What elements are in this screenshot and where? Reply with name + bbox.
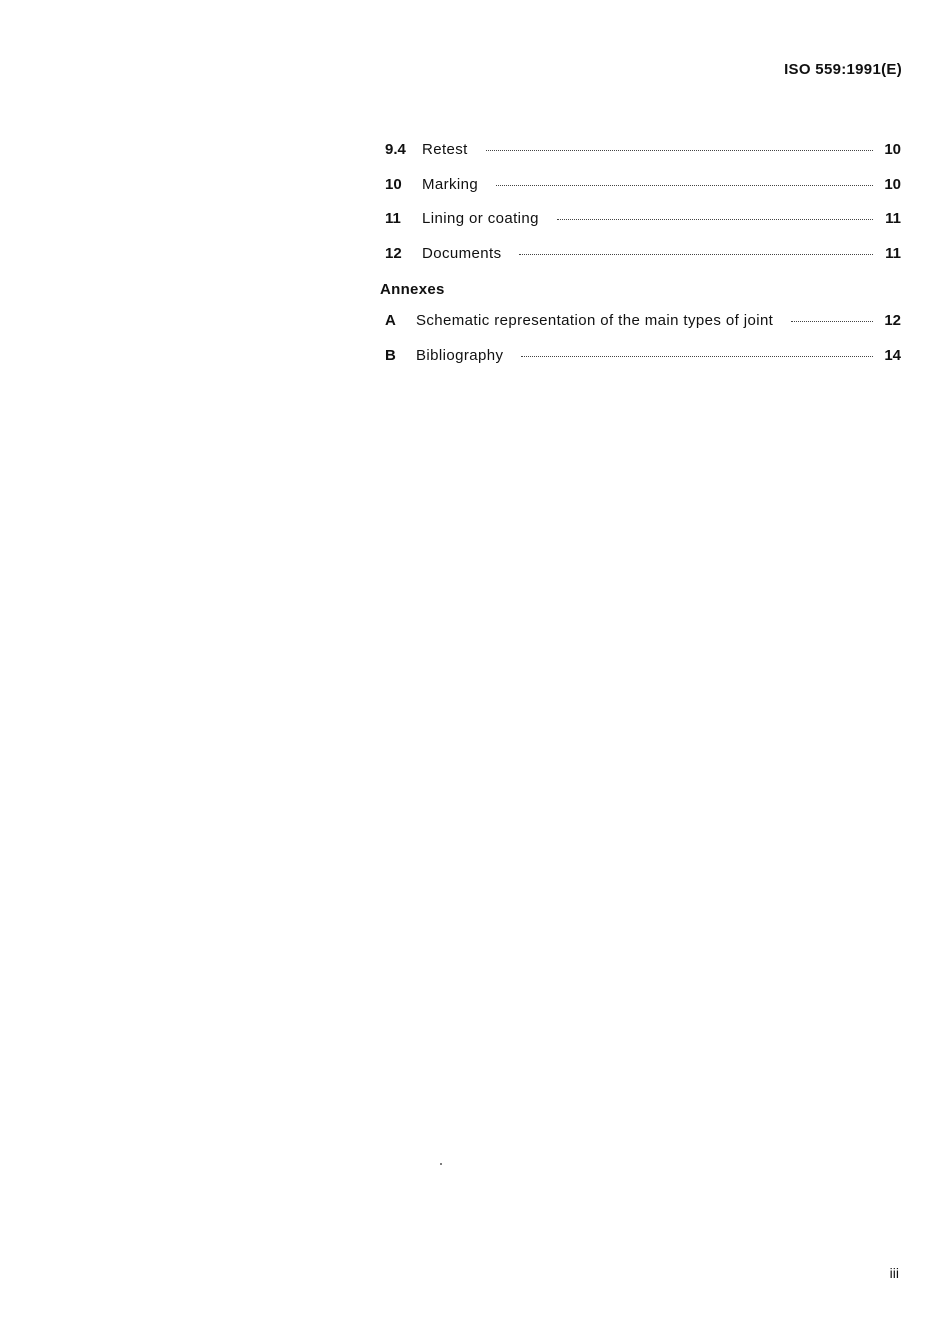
- toc-entry-11[interactable]: [380, 210, 901, 245]
- dot-leader: [791, 321, 873, 322]
- toc-entry-page: 10: [884, 141, 901, 158]
- dot-leader: [521, 356, 873, 357]
- toc-entry-9-4[interactable]: [380, 141, 901, 176]
- toc-entry-title: Lining or coating: [422, 210, 539, 227]
- annex-letter: A: [385, 312, 396, 329]
- toc-entry-annex-a[interactable]: [380, 312, 901, 347]
- scan-speck: [440, 1163, 442, 1165]
- annex-letter: B: [385, 346, 396, 364]
- annex-page: 12: [884, 312, 901, 329]
- toc-entry-page: 10: [884, 175, 901, 193]
- toc-entry-10[interactable]: [380, 176, 901, 211]
- annex-title: Bibliography: [416, 346, 504, 364]
- toc-entry-title: Marking: [422, 175, 479, 193]
- toc-entry-12[interactable]: [380, 245, 901, 280]
- toc-entry-annex-b[interactable]: [380, 347, 901, 382]
- table-of-contents: [380, 141, 901, 381]
- page-number-footer: iii: [889, 1265, 899, 1281]
- annex-page: 14: [884, 346, 901, 364]
- dot-leader: [519, 254, 873, 255]
- toc-entry-number: 11: [385, 210, 401, 227]
- toc-entry-number: 9.4: [385, 141, 406, 158]
- toc-entry-page: 11: [885, 210, 901, 227]
- toc-entry-page: 11: [885, 244, 901, 262]
- annexes-heading: Annexes: [380, 281, 445, 298]
- dot-leader: [486, 150, 873, 151]
- toc-entry-title: Retest: [422, 141, 468, 158]
- document-id-header: ISO 559:1991(E): [784, 61, 902, 78]
- dot-leader: [496, 185, 873, 186]
- annex-title: Schematic representation of the main types of joint: [416, 312, 774, 329]
- toc-entry-title: Documents: [422, 244, 502, 262]
- toc-entry-number: 12: [385, 244, 402, 262]
- dot-leader: [557, 219, 873, 220]
- toc-entry-number: 10: [385, 175, 402, 193]
